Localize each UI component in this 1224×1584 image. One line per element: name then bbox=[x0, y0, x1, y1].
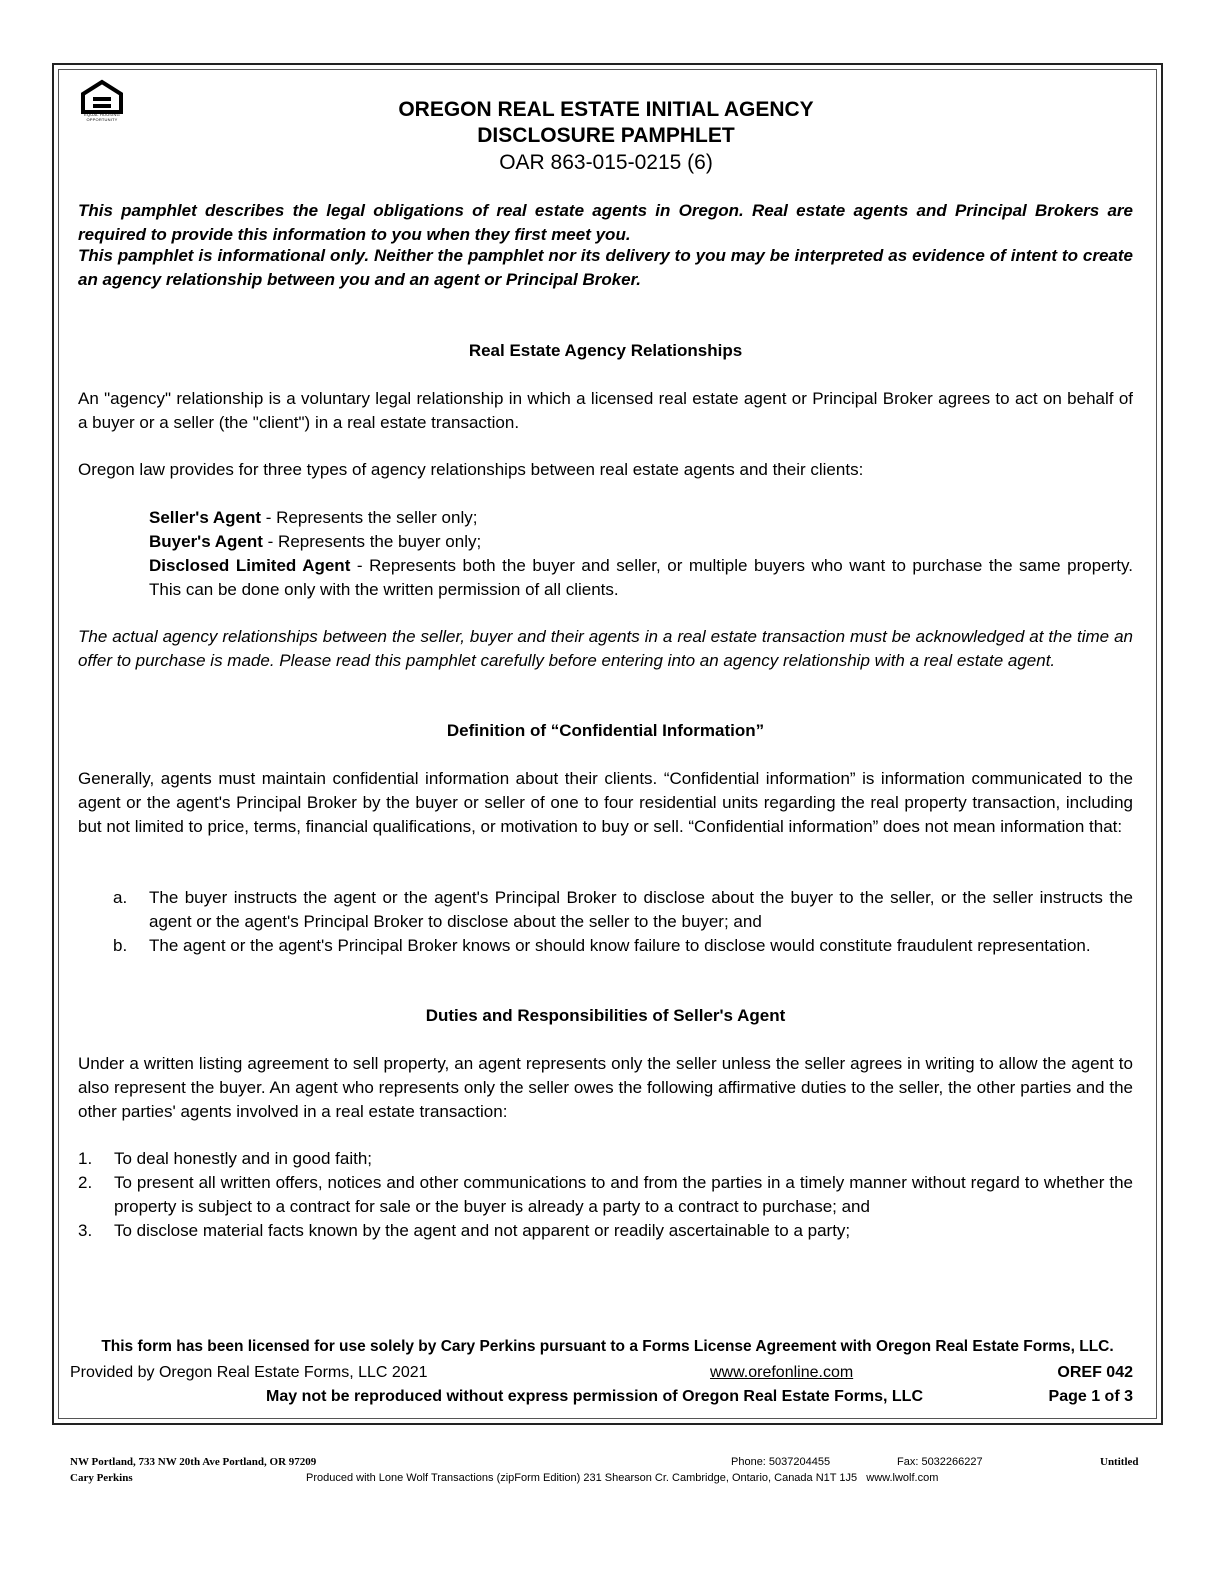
agency-type-text: - Represents the seller only; bbox=[261, 508, 478, 527]
list-text: The buyer instructs the agent or the agent's Principal Broker to disclose about the buyer to the seller, or the seller instructs the agent or the agent's Principal Broker to disclose about the seller to the buyer; and bbox=[149, 888, 1133, 931]
agency-types-intro: Oregon law provides for three types of agency relationships between real estate agents and their clients: bbox=[78, 460, 864, 479]
agency-type-seller bbox=[149, 506, 1133, 530]
agency-type-label: Disclosed Limited Agent bbox=[149, 556, 351, 575]
form-id: OREF 042 bbox=[1057, 1364, 1133, 1381]
agency-type-label: Seller's Agent bbox=[149, 508, 262, 527]
page-title-line1: OREGON REAL ESTATE INITIAL AGENCY bbox=[398, 98, 814, 121]
intro-paragraph-2: This pamphlet is informational only. Neither the pamphlet nor its delivery to you may be interpreted as evidence of intent to create an agency relationship between you and an agent or Principal Broker. bbox=[78, 246, 1133, 289]
page-title-rule-ref: OAR 863-015-0215 (6) bbox=[499, 151, 713, 174]
confidential-paragraph: Generally, agents must maintain confidential information about their clients. “Confidential information” is information communicated to the agent or the agent's Principal Broker by the buyer or seller of one to four residential units regarding the real property transaction, including but not limited to price, terms, financial qualifications, or motivation to buy or sell. “Confidential information” does not mean information that: bbox=[78, 769, 1133, 836]
list-marker: 2. bbox=[78, 1173, 93, 1192]
section-heading-agency: Real Estate Agency Relationships bbox=[468, 341, 743, 360]
agency-type-buyer bbox=[149, 530, 1133, 554]
agency-type-label: Buyer's Agent bbox=[149, 532, 263, 551]
page-title-line2: DISCLOSURE PAMPHLET bbox=[477, 124, 735, 147]
provided-by: Provided by Oregon Real Estate Forms, LLC 2021 bbox=[70, 1364, 428, 1381]
agency-paragraph: An "agency" relationship is a voluntary legal relationship in which a licensed real estate agent or Principal Broker agrees to act on behalf of a buyer or a seller (the "client") in a real estate transaction. bbox=[78, 389, 1133, 432]
document-name: Untitled bbox=[1100, 1456, 1139, 1468]
agency-note: The actual agency relationships between the seller, buyer and their agents in a real estate transaction must be acknowledged at the time an offer to purchase is made. Please read this pamphlet carefully before entering into an agency relationship with a real estate agent. bbox=[78, 627, 1133, 670]
license-statement: This form has been licensed for use solely by Cary Perkins pursuant to a Forms License Agreement with Oregon Real Estate Forms, LLC. bbox=[101, 1338, 1114, 1355]
agent-name: Cary Perkins bbox=[70, 1472, 133, 1484]
list-marker: a. bbox=[113, 888, 128, 907]
agency-type-text: - Represents the buyer only; bbox=[262, 532, 482, 551]
section-heading-confidential: Definition of “Confidential Information” bbox=[446, 721, 765, 740]
sellers-agent-paragraph: Under a written listing agreement to sell property, an agent represents only the seller unless the seller agrees in writing to allow the agent to also represent the buyer. An agent who represents only the seller owes the following affirmative duties to the seller, the other parties and the other parties' agents involved in a real estate transaction: bbox=[78, 1054, 1133, 1121]
list-text: The agent or the agent's Principal Broker knows or should know failure to disclose would constitute fraudulent representation. bbox=[149, 936, 1091, 955]
list-text: To present all written offers, notices and other communications to and from the parties in a timely manner without regard to whether the property is subject to a contract for sale or the buyer is already a party to a contract to purchase; and bbox=[114, 1173, 1133, 1216]
office-fax: Fax: 5032266227 bbox=[897, 1456, 983, 1468]
agency-type-disclosed-limited bbox=[149, 554, 1133, 602]
list-marker: 1. bbox=[78, 1149, 93, 1168]
agency-type-text: - Represents both the buyer and seller, or multiple buyers who want to purchase the same property. This can be done only with the written permission of all clients. bbox=[149, 556, 1133, 599]
section-heading-sellers-agent: Duties and Responsibilities of Seller's Agent bbox=[425, 1006, 786, 1025]
website-link[interactable]: www.orefonline.com bbox=[710, 1364, 854, 1381]
office-phone: Phone: 5037204455 bbox=[731, 1456, 831, 1468]
list-marker: 3. bbox=[78, 1221, 93, 1240]
reproduction-notice: May not be reproduced without express permission of Oregon Real Estate Forms, LLC bbox=[266, 1388, 924, 1405]
office-address: NW Portland, 733 NW 20th Ave Portland, OR 97209 bbox=[70, 1456, 317, 1468]
list-text: To deal honestly and in good faith; bbox=[114, 1149, 373, 1168]
intro-paragraph-1: This pamphlet describes the legal obligations of real estate agents in Oregon. Real estate agents and Principal Brokers are required to provide this information to you when they first meet you. bbox=[78, 201, 1133, 244]
equal-housing-label: EQUAL HOUSING OPPORTUNITY bbox=[84, 112, 120, 122]
list-text: To disclose material facts known by the agent and not apparent or readily ascertainable to a party; bbox=[114, 1221, 851, 1240]
produced-with: Produced with Lone Wolf Transactions (zipForm Edition) 231 Shearson Cr. Cambridge, Ontario, Canada N1T 1J5 www.lwolf.com bbox=[306, 1472, 939, 1484]
list-marker: b. bbox=[113, 936, 128, 955]
page-number: Page 1 of 3 bbox=[1048, 1388, 1133, 1405]
